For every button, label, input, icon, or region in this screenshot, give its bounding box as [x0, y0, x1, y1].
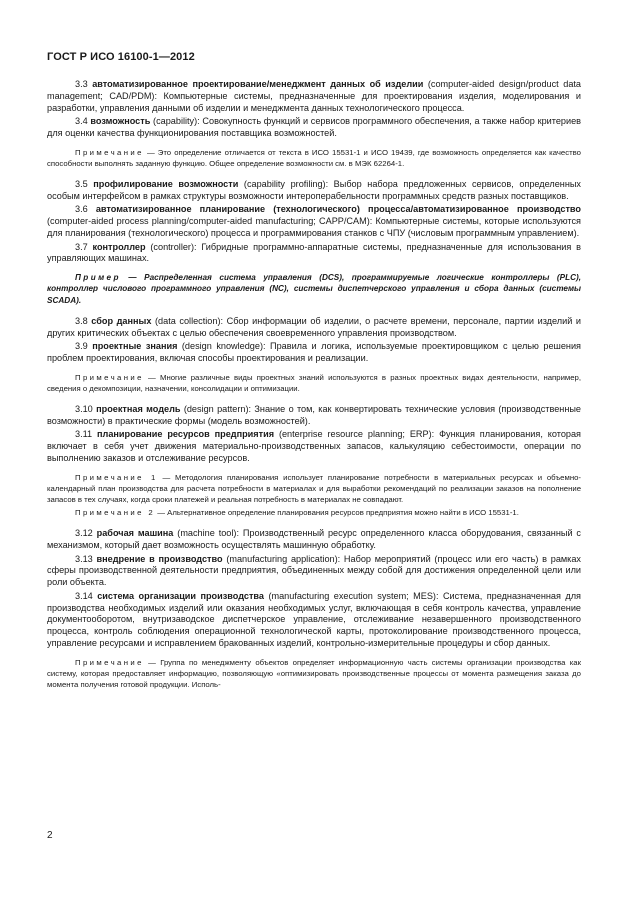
- note-label: Примечание: [75, 147, 144, 157]
- definition-term: внедрение в производство: [96, 553, 223, 564]
- definition-text: (machine tool): Производственный ресурс определенного класса оборудования, связанный с механизмом, который дает возможность осуществлять машинную обработку.: [47, 528, 581, 550]
- definition-text: (enterprise resource planning; ERP): Функция планирования, которая включает в себя учет движения материально-производственных запасов, калькуляцию себестоимости, операции по выполнению заказов и отслеживание ресурсов.: [47, 429, 581, 463]
- definition-3-5: [47, 179, 581, 203]
- definition-text: (manufacturing execution system; MES): Система, предназначенная для производства необходимых изделий или оказания необходимых услуг, включающая в себя контроль качества, управление документооборотом, внутризаводское диспетчерское управление, отслеживание незавершенного производственного процесса, контроль соблюдения операционной технологической карты, протоколирование производственного процесса, управление ресурсами и исправлением бракованных изделий, контрольно-измерительные процедуры и сбор данных.: [47, 590, 581, 648]
- definition-text: (computer-aided process planning/computer-aided manufacturing; CAPP/CAM): Компьютерные системы, которые используются для планирования (технологического) процесса и программирования станков с ЧПУ (числовым программным управлением).: [47, 216, 581, 238]
- definition-3-8: [47, 316, 581, 340]
- definition-number: 3.8: [75, 315, 88, 326]
- definition-text: (capability): Совокупность функций и сервисов программного обеспечения, а также набор критериев для оценки качества функционирования поставщика возможностей.: [47, 116, 581, 138]
- definition-term: планирование ресурсов предприятия: [97, 429, 275, 440]
- definition-3-13: [47, 554, 581, 589]
- definition-3-10: [47, 404, 581, 428]
- note-mes: [47, 657, 581, 690]
- note-text: — Методология планирования использует планирование потребности в материальных ресурсах и объемно-календарный план производства для расчета потребности в материалах и для выработки рекомендаций по реализации заказов на пополнение запасов в тех случаях, когда сроки платежей и реальная потребность в материалах не совпадают.: [47, 472, 581, 504]
- definition-term: проектная модель: [96, 403, 181, 414]
- note-label: Примечание 1: [75, 472, 158, 482]
- definition-3-6: [47, 204, 581, 239]
- definition-number: 3.7: [75, 241, 88, 252]
- definition-term: контроллер: [92, 241, 146, 252]
- definition-text: (manufacturing application): Набор мероприятий (процесс или его часть) в рамках сферы производственной деятельности предприятия, объединенных между собой для достижения определенной цели или роли объекта.: [47, 553, 581, 588]
- definition-number: 3.13: [75, 553, 93, 564]
- definition-number: 3.11: [75, 429, 93, 440]
- definition-3-12: [47, 528, 581, 552]
- definition-number: 3.3: [75, 79, 88, 89]
- definition-3-11: [47, 429, 581, 464]
- note-label: Примечание 2: [75, 508, 156, 518]
- definition-3-7: [47, 242, 581, 266]
- definition-number: 3.5: [75, 178, 88, 189]
- definition-number: 3.9: [75, 341, 88, 352]
- note-erp-1: [47, 472, 581, 505]
- example-controller: [47, 272, 581, 306]
- note-erp-2: [47, 507, 581, 518]
- definition-term: проектные знания: [92, 341, 178, 352]
- note-label: Примечание: [75, 657, 144, 667]
- note-capability: [47, 147, 581, 169]
- example-text: — Распределенная система управления (DCS), программируемые логические контроллеры (PLC), контроллер числового программного управления (NC), системы диспетчерского управления и сбора данных (системы SCADA).: [47, 273, 581, 305]
- definition-number: 3.12: [75, 528, 93, 539]
- definition-text: (computer-aided design/product data management; CAD/PDM): Компьютерные системы, предназначенные для проектирования изделия, моделирования и разработки, управления данными об изделии и менеджмента данных технологического процесса.: [47, 79, 581, 113]
- document-header: ГОСТ Р ИСО 16100-1—2012: [47, 51, 195, 63]
- definition-term: возможность: [90, 116, 151, 127]
- note-text: — Альтернативное определение планирования ресурсов предприятия можно найти в ИСО 15531-1.: [155, 508, 519, 518]
- definition-text: (capability profiling): Выбор набора предложенных сервисов, определенных особым интерфейсом в рамках структуры возможности интероперабельности программных средств разных поставщиков.: [47, 178, 581, 201]
- definition-number: 3.10: [75, 403, 93, 414]
- definition-3-9: [47, 341, 581, 365]
- definition-3-3: [47, 79, 581, 114]
- definition-3-14: [47, 591, 581, 650]
- definition-term: профилирование возможности: [93, 178, 239, 189]
- definition-term: автоматизированное планирование (технологического) процесса/автоматизированное производство: [95, 204, 581, 215]
- definition-number: 3.14: [75, 590, 93, 601]
- definition-text: (design knowledge): Правила и логика, используемые проектировщиком с целью решения проблем проектирования, включая способы проектирования и реализации.: [47, 341, 581, 364]
- note-design-knowledge: [47, 372, 581, 394]
- definition-term: система организации производства: [97, 590, 264, 601]
- definition-3-4: [47, 116, 581, 140]
- definition-text: (data collection): Сбор информации об изделии, о расчете времени, персонале, партии изделий и других критических объектах с целью обеспечения своевременного управления производством.: [47, 315, 581, 338]
- definition-term: сбор данных: [91, 315, 152, 326]
- note-label: Примечание: [75, 372, 144, 382]
- note-text: — Многие различные виды проектных знаний используются в разных проектных видах деятельности, например, сведения о декомпозиции, назначении, консолидации и оптимизации.: [47, 372, 581, 393]
- definition-number: 3.6: [75, 204, 88, 215]
- example-label: Пример: [75, 273, 121, 283]
- definition-number: 3.4: [75, 116, 88, 127]
- definition-term: автоматизированное проектирование/менеджмент данных об изделии: [92, 79, 424, 89]
- page-number: 2: [47, 830, 53, 841]
- definition-text: (design pattern): Знание о том, как конвертировать технические условия (производственные возможности) в практические формы (модель возможностей).: [47, 403, 581, 426]
- definition-term: рабочая машина: [96, 528, 174, 539]
- document-body: [47, 79, 581, 692]
- note-text: — Это определение отличается от текста в ИСО 15531-1 и ИСО 19439, где возможность определяется как качество способности выполнять заданную функцию. Общее определение возможности см. в МЭК 62264-1.: [47, 147, 581, 168]
- definition-text: (controller): Гибридные программно-аппаратные системы, предназначенные для использования в управляющих машинах.: [47, 241, 581, 264]
- note-text: — Группа по менеджменту объектов определяет информационную часть системы организации производства как систему, которая предоставляет информацию, позволяющую «оптимизировать производственные процессы от момента размещения заказа до момента получения готовой продукции. Исполь-: [47, 657, 581, 689]
